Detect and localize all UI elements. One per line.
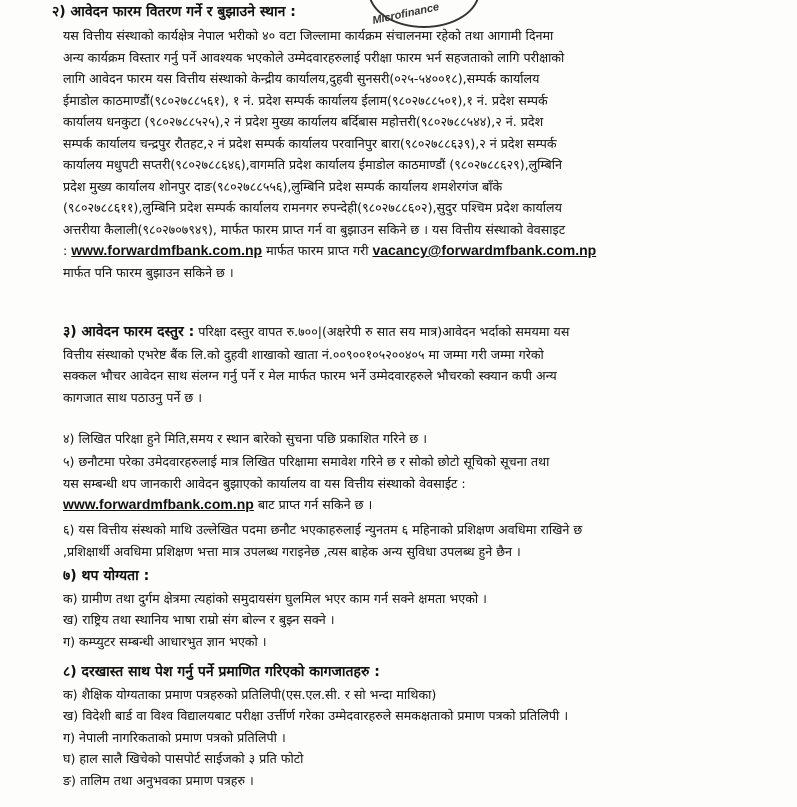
section-2-body [63,25,793,283]
section-2-heading: २) आवेदन फारम वितरण गर्ने र बुझाउने स्थान : [52,4,296,20]
section-3-first-line [63,321,793,344]
section-7 [63,566,793,652]
section-2-line: अन्य कार्यक्रम विस्तार गर्नु पर्ने आवश्यक भएकोले उम्मेदवारहरुलाई परीक्षा फारम भर्न सहजताको लागि परीक्षाको [63,49,565,65]
section-3-heading: ३) आवेदन फारम दस्तुर : [63,324,195,340]
section-5-line: ५) छनौटमा परेका उमेदवारहरुलाई मात्र लिखित परिक्षामा समावेश गरिने छ र सोको छोटो सूचिको सूचना तथा [63,454,550,469]
section-7-item: ग) कम्प्युटर सम्बन्धी आधारभुत ज्ञान भएको । [63,633,267,649]
section-2-line: प्रदेश मुख्य कार्यालय शोनपुर दाङ(९८०२७८८५५६),लुम्बिनि प्रदेश सम्पर्क कार्यालय शमशेरगंज बाँके [63,178,503,194]
section-5 [63,451,793,516]
section-3-line: कागजात साथ पठाउनु पर्ने छ । [63,389,203,405]
section-3-line: वित्तीय संस्थाको एभरेष्ट बैंक लि.को दुहवी शाखाको खाता नं.००९००१०५२००४०५ मा जम्मा गरी जम्मा गरेको [63,346,544,362]
section-7-item: ख) राष्ट्रिय तथा स्थानिय भाषा राम्रो संग बोल्न र बुझ्न सक्ने । [63,612,335,627]
section-8-item: ग) नेपाली नागरिकताको प्रमाण पत्रको प्रतिलिपी । [63,729,286,745]
section-8-item: ख) विदेशी बार्ड वा विश्व विद्यालयबाट परीक्षा उर्त्तीर्ण गरेका उम्मेदवारहरुले समकक्षताको प्रमाण पत्रको प्रतिलिपी । [63,708,569,723]
section-8-item: ङ) तालिम तथा अनुभवका प्रमाण पत्रहरु । [63,772,254,788]
section-2 [52,2,296,24]
seal-text: Microfinance [371,1,441,27]
section-6 [63,519,793,562]
section-2-line: सम्पर्क कार्यालय चन्द्रपुर रौतहट,२ नं प्रदेश सम्पर्क कार्यालय परवानिपुर बारा(९८०२७८८६३९),२ नं प्रदेश सम्पर्क [63,135,557,151]
email-link[interactable]: vacancy@forwardmfbank.com.np [372,242,597,258]
section-3 [63,321,793,408]
section-5-line: यस सम्बन्धी थप जानकारी आवेदन बुझाएको कार्यालय वा यस वित्तीय संस्थाको वेवसाईट : [63,475,466,491]
section-8 [63,662,793,791]
section-6-line: ,प्रशिक्षार्थी अवधिमा प्रशिक्षण भत्ता मात्र उपलब्ध गराइनेछ ,त्यस बाहेक अन्य सुविधा उपलब्ध हुने छैन । [63,543,521,559]
section-8-heading: ८) दरखास्त साथ पेश गर्नु पर्ने प्रमाणित गरिएको कागजातहरु : [63,664,380,680]
website-link[interactable]: www.forwardmfbank.com.np [63,496,254,512]
section-2-line: कार्यालय धनकुटा (९८०२७८८५२५),२ नं प्रदेश मुख्य कार्यालय बर्दिबास महोत्तरी(९८०२७८८५४४),२ नं. प्रदेश [63,114,544,129]
section-2-line: (९८०२७८८६११),लुम्बिनि प्रदेश सम्पर्क कार्यालय रामनगर रुपन्देही(९८०२७८८६०२),सुदुर पश्चिम प्रदेश कार्यालय [63,200,562,215]
section-2-line: अत्तरीया कैलाली(९८०२७०७९४९), मार्फत फारम प्राप्त गर्न वा बुझाउन सकिने छ । यस वित्तीय संस्थाको वेवसाइट [63,221,566,237]
section-5-tail: बाट प्राप्त गर्न सकिने छ । [257,497,373,512]
section-2-last-line: मार्फत पनि फारम बुझाउन सकिने छ । [63,264,234,280]
section-2-web-line [63,240,793,262]
section-2-line: ईमाडोल काठमाण्डौं(९८०२७८८५६१), १ नं. प्रदेश सम्पर्क कार्यालय ईलाम(९८०२७८८५०१),१ नं. प्रदेश सम्पर्क [63,92,548,108]
section-3-first-rest: परिक्षा दस्तुर वापत रु.७००|(अक्षरेपी रु सात सय मात्र)आवेदन भर्दाको समयमा यस [198,324,570,339]
section-4 [63,428,793,450]
section-5-web-line [63,494,793,516]
section-4-text: ४) लिखित परिक्षा हुने मिति,समय र स्थान बारेको सुचना पछि प्रकाशित गरिने छ । [63,431,428,446]
section-2-line: कार्यालय मधुपटी सप्तरी(९८०२७८८६४६),वागमति प्रदेश कार्यालय ईमाडोल काठमाण्डौं (९८०२७८८६२९),लुम्बिनि [63,157,562,172]
website-link[interactable]: www.forwardmfbank.com.np [71,242,263,258]
web-prefix: : [63,243,68,258]
section-2-line: लागि आवेदन फारम यस वित्तीय संस्थाको केन्द्रीय कार्यालय,दुहवी सुनसरी(०२५-५४००१८),सम्पर्क कार्यालय [63,71,540,86]
section-7-item: क) ग्रामीण तथा दुर्गम क्षेत्रमा त्यहांको समुदायसंग घुलमिल भएर काम गर्न सक्ने क्षमता भएको । [63,590,487,606]
section-3-line: सक्कल भौचर आवेदन साथ संलग्न गर्नु पर्ने र मेल मार्फत फारम भर्ने उम्मेदवारहरुले भौचरको स्क्यान कपी अन्य [63,368,557,383]
web-mid-text: मार्फत फारम प्राप्त गरी [266,243,369,258]
section-8-item: घ) हाल सालै खिचेको पासपोर्ट साईजको ३ प्रति फोटो [63,751,304,766]
section-8-item: क) शैक्षिक योग्यताका प्रमाण पत्रहरुको प्रतिलिपी(एस.एल.सी. र सो भन्दा माथिका) [63,686,437,702]
section-7-heading: ७) थप योग्यता : [63,568,150,584]
section-6-line: ६) यस वित्तीय संस्थको माथि उल्लेखित पदमा छनौट भएकाहरुलाई न्युनतम ६ महिनाको प्रशिक्षण अवधिमा राखिने छ [63,522,583,537]
section-2-line: यस वित्तीय संस्थाको कार्यक्षेत्र नेपाल भरीको ४० वटा जिल्लामा कार्यक्रम संचालनमा रहेको तथा आगामी दिनमा [63,28,554,43]
